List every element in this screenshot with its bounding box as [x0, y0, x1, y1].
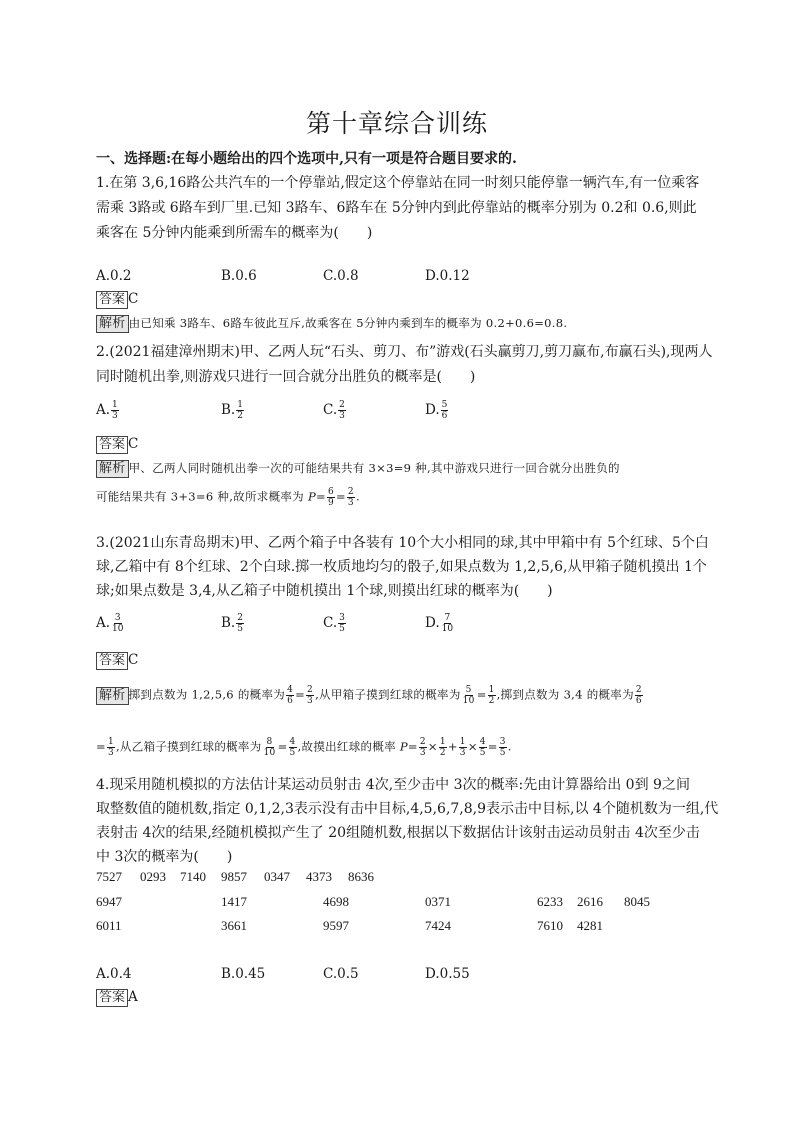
q2-answer: C	[128, 436, 139, 452]
random-number: 6947	[96, 894, 122, 909]
random-number: 7527	[96, 869, 122, 884]
analysis-label: 解析	[96, 460, 129, 478]
random-number: 4373	[306, 869, 332, 884]
q3-answer: C	[128, 652, 139, 668]
random-number: 8636	[348, 869, 374, 884]
random-number: 0371	[425, 894, 451, 909]
random-number: 7610	[537, 918, 563, 933]
q3-analysis-line1: 解析 掷到点数为 1,2,5,6 的概率为 $\frac{4}{6}$ = $\frac{2}{3}$ ,从甲箱子摸到红球的概率为 $\frac{5}{10}$ = $\frac{1}{2}$ ,掷到点数为 3,4 的概率为 $\frac{2}{6}$	[96, 685, 644, 706]
q1-analysis-row	[96, 315, 567, 333]
random-number: 8045	[624, 894, 650, 909]
q2-analysis-line2: 可能结果共有 3+3=6 种,故所求概率为 P= $\frac{6}{9}$ = $\frac{2}{3}$ .	[96, 487, 360, 508]
answer-label: 答案	[96, 989, 128, 1007]
random-number: 1417	[221, 894, 247, 909]
q2-option-c: C. $\frac{2}{3}$	[323, 400, 345, 421]
q4-stem-line3: 表射击 4次的结果,经随机模拟产生了 20组随机数,根据以下数据估计该射击运动员射击 4次至少击	[96, 825, 700, 841]
q2-analysis-line1: 解析 甲、乙两人同时随机出拳一次的可能结果共有 3×3=9 种,其中游戏只进行一回合就分出胜负的	[96, 460, 620, 478]
answer-label: 答案	[96, 436, 128, 454]
random-number: 6011	[96, 918, 122, 933]
q4-answer-row	[96, 989, 138, 1007]
q3-stem-line2: 球,乙箱中有 8个红球、2个白球.掷一枚质地均匀的骰子,如果点数为 1,2,5,6,从甲箱子随机摸出 1个	[96, 559, 707, 575]
q4-stem-line2: 取整数值的随机数,指定 0,1,2,3表示没有击中目标,4,5,6,7,8,9表示击中目标,以 4个随机数为一组,代	[96, 801, 719, 817]
random-number: 9857	[221, 869, 247, 884]
random-number: 4698	[323, 894, 349, 909]
q3-answer-row	[96, 652, 138, 670]
random-number: 2616	[577, 894, 603, 909]
answer-label: 答案	[96, 652, 128, 670]
random-number: 4281	[577, 918, 603, 933]
q1-option-d: D.0.12	[425, 268, 470, 284]
q3-option-c: C. $\frac{3}{5}$	[323, 613, 345, 634]
random-number: 6233	[537, 894, 563, 909]
random-number: 0293	[140, 869, 166, 884]
q1-analysis: 由已知乘 3路车、6路车彼此互斥,故乘客在 5分钟内乘到车的概率为 0.2+0.6=0.8.	[128, 316, 568, 330]
answer-label: 答案	[96, 291, 128, 309]
random-number: 9597	[323, 918, 349, 933]
q2-option-a: A. $\frac{1}{3}$	[96, 400, 118, 421]
q3-stem-line3: 球;如果点数是 3,4,从乙箱子中随机摸出 1个球,则摸出红球的概率为( )	[96, 583, 553, 599]
q1-stem-line1: 1.在第 3,6,16路公共汽车的一个停靠站,假定这个停靠站在同一时刻只能停靠一辆汽车,有一位乘客	[96, 175, 700, 191]
q2-stem-line1: 2.(2021福建漳州期末)甲、乙两人玩“石头、剪刀、布”游戏(石头赢剪刀,剪刀赢布,布赢石头),现两人	[96, 344, 713, 360]
q2-option-d: D. $\frac{5}{6}$	[425, 400, 448, 421]
q1-stem-line2: 需乘 3路或 6路车到厂里.已知 3路车、6路车在 5分钟内到此停靠站的概率分别为 0.2和 0.6,则此	[96, 200, 697, 216]
q3-option-b: B. $\frac{2}{5}$	[221, 613, 243, 634]
q3-analysis-line2: = $\frac{1}{3}$ ,从乙箱子摸到红球的概率为 $\frac{8}{10}$ = $\frac{4}{5}$ ,故摸出红球的概率 P= $\frac{2}{3}$ × $\frac{1}{2}$ + $\frac{1}{3}$ × $\frac{4}{5}$ = $\frac{3}{5}$ .	[96, 737, 512, 758]
random-number: 7140	[180, 869, 206, 884]
q1-option-b: B.0.6	[221, 268, 257, 284]
q4-option-b: B.0.45	[221, 966, 266, 982]
q2-stem-line2: 同时随机出拳,则游戏只进行一回合就分出胜负的概率是( )	[96, 369, 476, 385]
q2-option-b: B. $\frac{1}{2}$	[221, 400, 243, 421]
q3-stem-line1: 3.(2021山东青岛期末)甲、乙两个箱子中各装有 10个大小相同的球,其中甲箱中有 5个红球、5个白	[96, 535, 709, 551]
page-title: 第十章综合训练	[305, 109, 488, 138]
q3-option-d: D. $\frac{7}{10}$	[425, 613, 454, 634]
q4-option-d: D.0.55	[425, 966, 470, 982]
random-number: 0347	[264, 869, 290, 884]
random-number: 7424	[425, 918, 451, 933]
section-heading: 一、选择题:在每小题给出的四个选项中,只有一项是符合题目要求的.	[96, 151, 517, 167]
analysis-label: 解析	[96, 687, 129, 705]
q4-stem-line1: 4.现采用随机模拟的方法估计某运动员射击 4次,至少击中 3次的概率:先由计算器给出 0到 9之间	[96, 777, 690, 793]
q1-answer: C	[128, 291, 139, 307]
q1-answer-row	[96, 291, 138, 309]
q4-option-c: C.0.5	[323, 966, 359, 982]
q4-answer: A	[128, 989, 138, 1005]
random-number: 3661	[221, 918, 247, 933]
q1-stem-line3: 乘客在 5分钟内能乘到所需车的概率为( )	[96, 225, 373, 241]
q1-option-a: A.0.2	[96, 268, 132, 284]
q2-answer-row	[96, 436, 138, 454]
q4-option-a: A.0.4	[96, 966, 132, 982]
q1-option-c: C.0.8	[323, 268, 359, 284]
q4-stem-line4: 中 3次的概率为( )	[96, 849, 233, 865]
analysis-label: 解析	[96, 315, 129, 333]
q3-option-a: A. $\frac{3}{10}$	[96, 613, 124, 634]
